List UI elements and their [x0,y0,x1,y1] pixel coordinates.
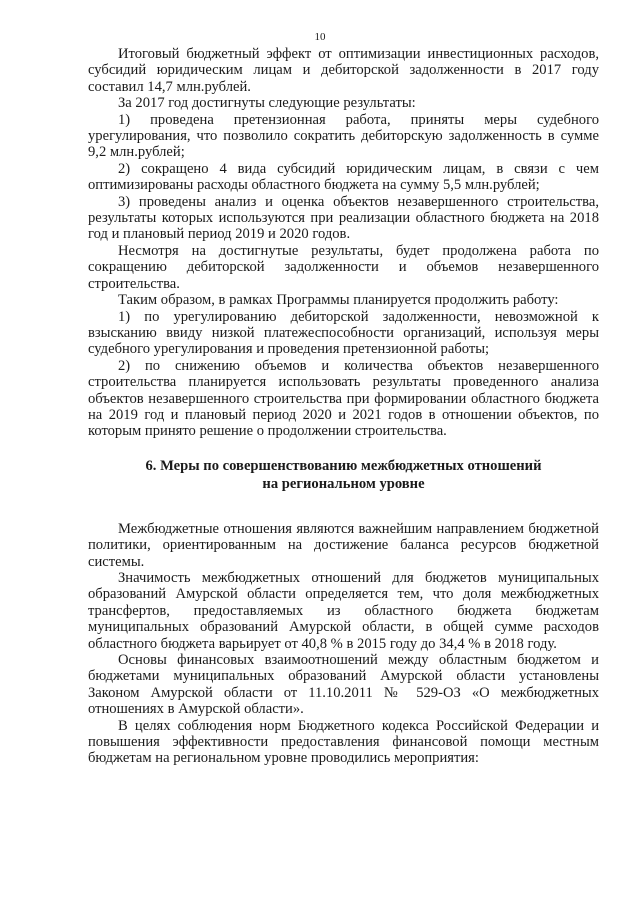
list-item-result-2: 2) сокращено 4 вида субсидий юридическим лицам, в связи с чем оптимизированы расходы областного бюджета на сумму 5,5 млн.рублей; [88,160,599,194]
paragraph-measures-intro: В целях соблюдения норм Бюджетного кодекса Российской Федерации и повышения эффективности предоставления финансовой помощи местным бюджетам на региональном уровне проводились мероприятия: [88,717,599,767]
list-item-plan-2: 2) по снижению объемов и количества объектов незавершенного строительства планируется использовать результаты проведенного анализа объектов незавершенного строительства при формировании областного бюджета на 2019 год и плановый период 2020 и 2021 годов в отношении объектов, по которым принято решение о продолжении строительства. [88,357,599,440]
paragraph-transfers-share: Значимость межбюджетных отношений для бюджетов муниципальных образований Амурской области определяется тем, что доля межбюджетных трансфертов, предоставляемых из областного бюджета бюджетам муниципальных образований Амурской области, в общей сумме расходов областного бюджета варьирует от 40,8 % в 2015 году до 34,4 % в 2018 году. [88,569,599,652]
page-number: 10 [314,31,326,43]
document-body [88,46,599,767]
paragraph-budget-effect: Итоговый бюджетный эффект от оптимизации инвестиционных расходов, субсидий юридическим лицам и дебиторской задолженности в 2017 году составил 14,7 млн.рублей. [88,46,599,95]
paragraph-continued-work: Несмотря на достигнутые результаты, будет продолжена работа по сокращению дебиторской задолженности и объемов незавершенного строительства. [88,242,599,292]
paragraph-results-intro: За 2017 год достигнуты следующие результаты: [118,95,416,112]
paragraph-program-intro: Таким образом, в рамках Программы планируется продолжить работу: [118,292,559,309]
paragraph-legal-basis: Основы финансовых взаимоотношений между областным бюджетом и бюджетами муниципальных образований Амурской области установлены Законом Амурской области от 11.10.2011 № 529-ОЗ «О межбюджетных отношениях в Амурской области». [88,652,599,718]
list-item-result-1: 1) проведена претензионная работа, приняты меры судебного урегулирования, что позволило сократить дебиторскую задолженность в сумме 9,2 млн.рублей; [88,111,599,161]
list-item-plan-1: 1) по урегулированию дебиторской задолженности, невозможной к взысканию ввиду низкой платежеспособности организаций, используя меры судебного урегулирования и проведения претензионной работы; [88,308,599,358]
paragraph-intergovernmental-relations: Межбюджетные отношения являются важнейшим направлением бюджетной политики, ориентированным на достижение баланса ресурсов бюджетной системы. [88,520,599,570]
section-heading-line-1: 6. Меры по совершенствованию межбюджетных отношений [145,457,542,474]
section-heading-line-2: на региональном уровне [262,475,425,492]
section-heading [88,457,599,493]
list-item-result-3: 3) проведены анализ и оценка объектов незавершенного строительства, результаты которых используются при реализации областного бюджета на 2018 год и плановый период 2019 и 2020 годов. [88,193,599,243]
